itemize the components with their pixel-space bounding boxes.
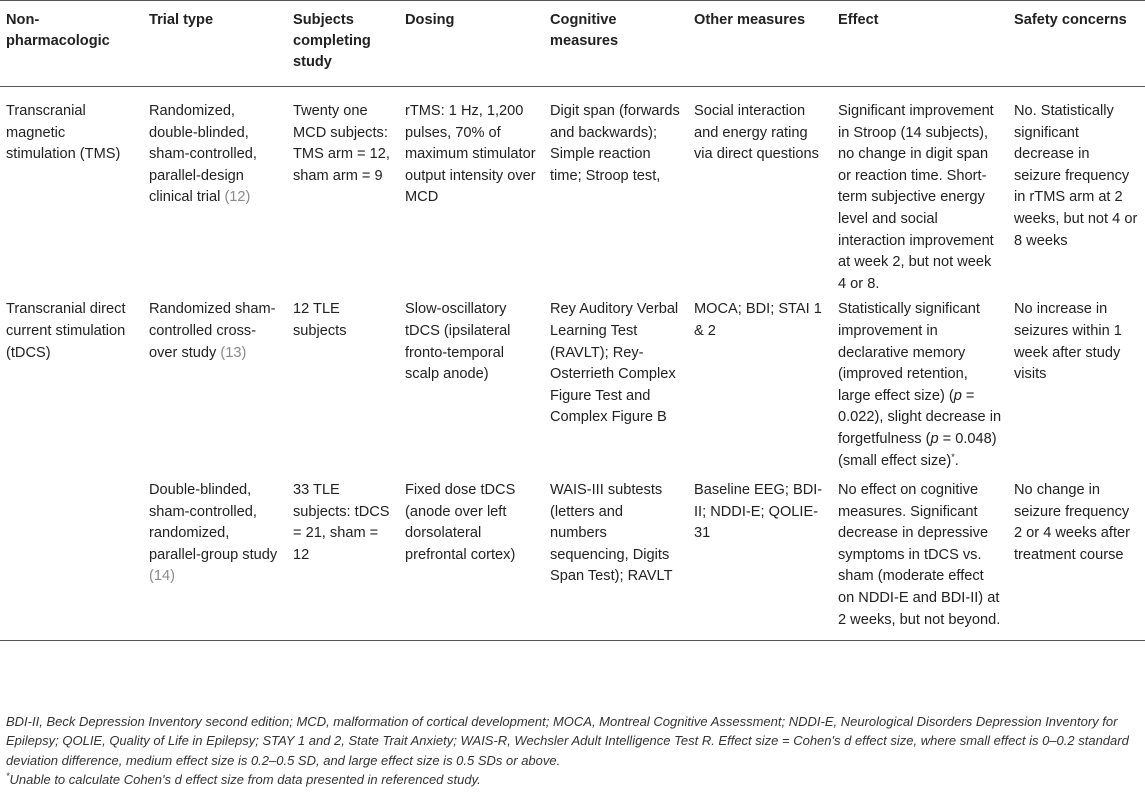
header-subjects: Subjects completing study: [293, 12, 371, 70]
cell-dosing: Fixed dose tDCS (anode over left dorsolateral prefrontal cortex): [405, 482, 516, 563]
cell-trial-type: [143, 297, 287, 478]
header-dosing: Dosing: [405, 12, 455, 28]
cell-effect: No effect on cognitive measures. Significant decrease in depressive symptoms in tDCS vs. sham (moderate effect on NDDI-E and BDI-II) at 2 weeks, but not beyond.: [838, 482, 1001, 628]
table-row: [0, 87, 1145, 298]
header-safety: Safety concerns: [1014, 12, 1127, 28]
cell-trial-type: [143, 87, 287, 298]
cell-trial-type: [143, 478, 287, 641]
cell-effect: Significant improvement in Stroop (14 subjects), no change in digit span or reaction time. Short-term subjective energy level and social interaction improvement at week 2, but not week 4 or 8.: [838, 103, 994, 292]
trial-type-text: Double-blinded, sham-controlled, randomized, parallel-group study: [149, 482, 278, 563]
header-modality: Non-pharmacologic: [6, 12, 110, 49]
p-symbol: p: [930, 430, 939, 447]
cell-subjects: 12 TLE subjects: [293, 301, 347, 339]
reference-link[interactable]: (14): [149, 568, 175, 585]
cell-other: Social interaction and energy rating via direct questions: [694, 103, 819, 163]
reference-link[interactable]: (13): [220, 344, 247, 361]
header-trial-type: Trial type: [149, 12, 214, 28]
cell-cognitive: Rey Auditory Verbal Learning Test (RAVLT); Rey-Osterrieth Complex Figure Test and Complex Figure B: [550, 301, 679, 426]
cell-safety: No. Statistically significant decrease in seizure frequency in rTMS arm at 2 weeks, but not 4 or 8 weeks: [1014, 103, 1138, 249]
cell-dosing: rTMS: 1 Hz, 1,200 pulses, 70% of maximum stimulator output intensity over MCD: [405, 103, 536, 206]
p-symbol: p: [953, 387, 962, 404]
abbreviations-note: BDI-II, Beck Depression Inventory second edition; MCD, malformation of cortical development; MOCA, Montreal Cognitive Assessment; NDDI-E, Neurological Disorders Depression Inventory for Epilepsy; QOLIE, Quality of Life in Epilepsy; STAY 1 and 2, State Trait Anxiety; WAIS-R, Wechsler Adult Intelligence Test R. Effect size = Cohen's d effect size, where small effect is 0–0.2 standard deviation difference, medium effect size is 0.2–0.5 SD, and large effect size is 0.5 SDs or above.: [6, 714, 1129, 768]
cell-modality: [0, 478, 143, 641]
trial-type-text: Randomized sham-controlled cross-over study: [149, 301, 276, 361]
cell-cognitive: WAIS-III subtests (letters and numbers sequencing, Digits Span Test); RAVLT: [550, 482, 673, 585]
header-effect: Effect: [838, 12, 879, 28]
star-note-text: Unable to calculate Cohen's d effect size from data presented in referenced study.: [9, 772, 481, 788]
table-footnote: [6, 712, 1141, 790]
effect-text-a: Statistically significant improvement in declarative memory (improved retention, large effect size) (: [838, 301, 980, 404]
cell-modality: Transcranial direct current stimulation (tDCS): [6, 301, 126, 361]
cell-other: Baseline EEG; BDI-II; NDDI-E; QOLIE-31: [694, 482, 823, 542]
cell-modality: Transcranial magnetic stimulation (TMS): [6, 103, 121, 163]
cell-subjects: Twenty one MCD subjects: TMS arm = 12, sham arm = 9: [293, 103, 390, 184]
table-row: [0, 297, 1145, 478]
trial-type-text: Randomized, double-blinded, sham-controlled, parallel-design clinical trial: [149, 103, 257, 206]
footnote-marker: *: [951, 451, 955, 462]
cell-subjects: 33 TLE subjects: tDCS = 21, sham = 12: [293, 482, 390, 563]
cell-cognitive: Digit span (forwards and backwards); Simple reaction time; Stroop test,: [550, 103, 680, 184]
star-footnote: [6, 770, 1141, 789]
effect-text-end: .: [954, 452, 959, 469]
header-row: [0, 1, 1145, 87]
table-row: [0, 478, 1145, 641]
effect-text-b: = 0.022), slight decrease in forgetfulness (: [838, 387, 1002, 447]
effect-text-c: = 0.048) (small effect size): [838, 430, 997, 469]
cell-safety: No change in seizure frequency 2 or 4 weeks after treatment course: [1014, 482, 1130, 563]
header-other: Other measures: [694, 12, 806, 28]
reference-link[interactable]: (12): [224, 189, 251, 206]
cell-effect: [832, 297, 1008, 478]
cell-dosing: Slow-oscillatory tDCS (ipsilateral fronto-temporal scalp anode): [405, 301, 511, 383]
cell-other: MOCA; BDI; STAI 1 & 2: [694, 301, 822, 339]
footnote-marker: *: [6, 771, 10, 782]
header-cognitive: Cognitive measures: [550, 12, 619, 49]
cell-safety: No increase in seizures within 1 week after study visits: [1014, 301, 1122, 383]
